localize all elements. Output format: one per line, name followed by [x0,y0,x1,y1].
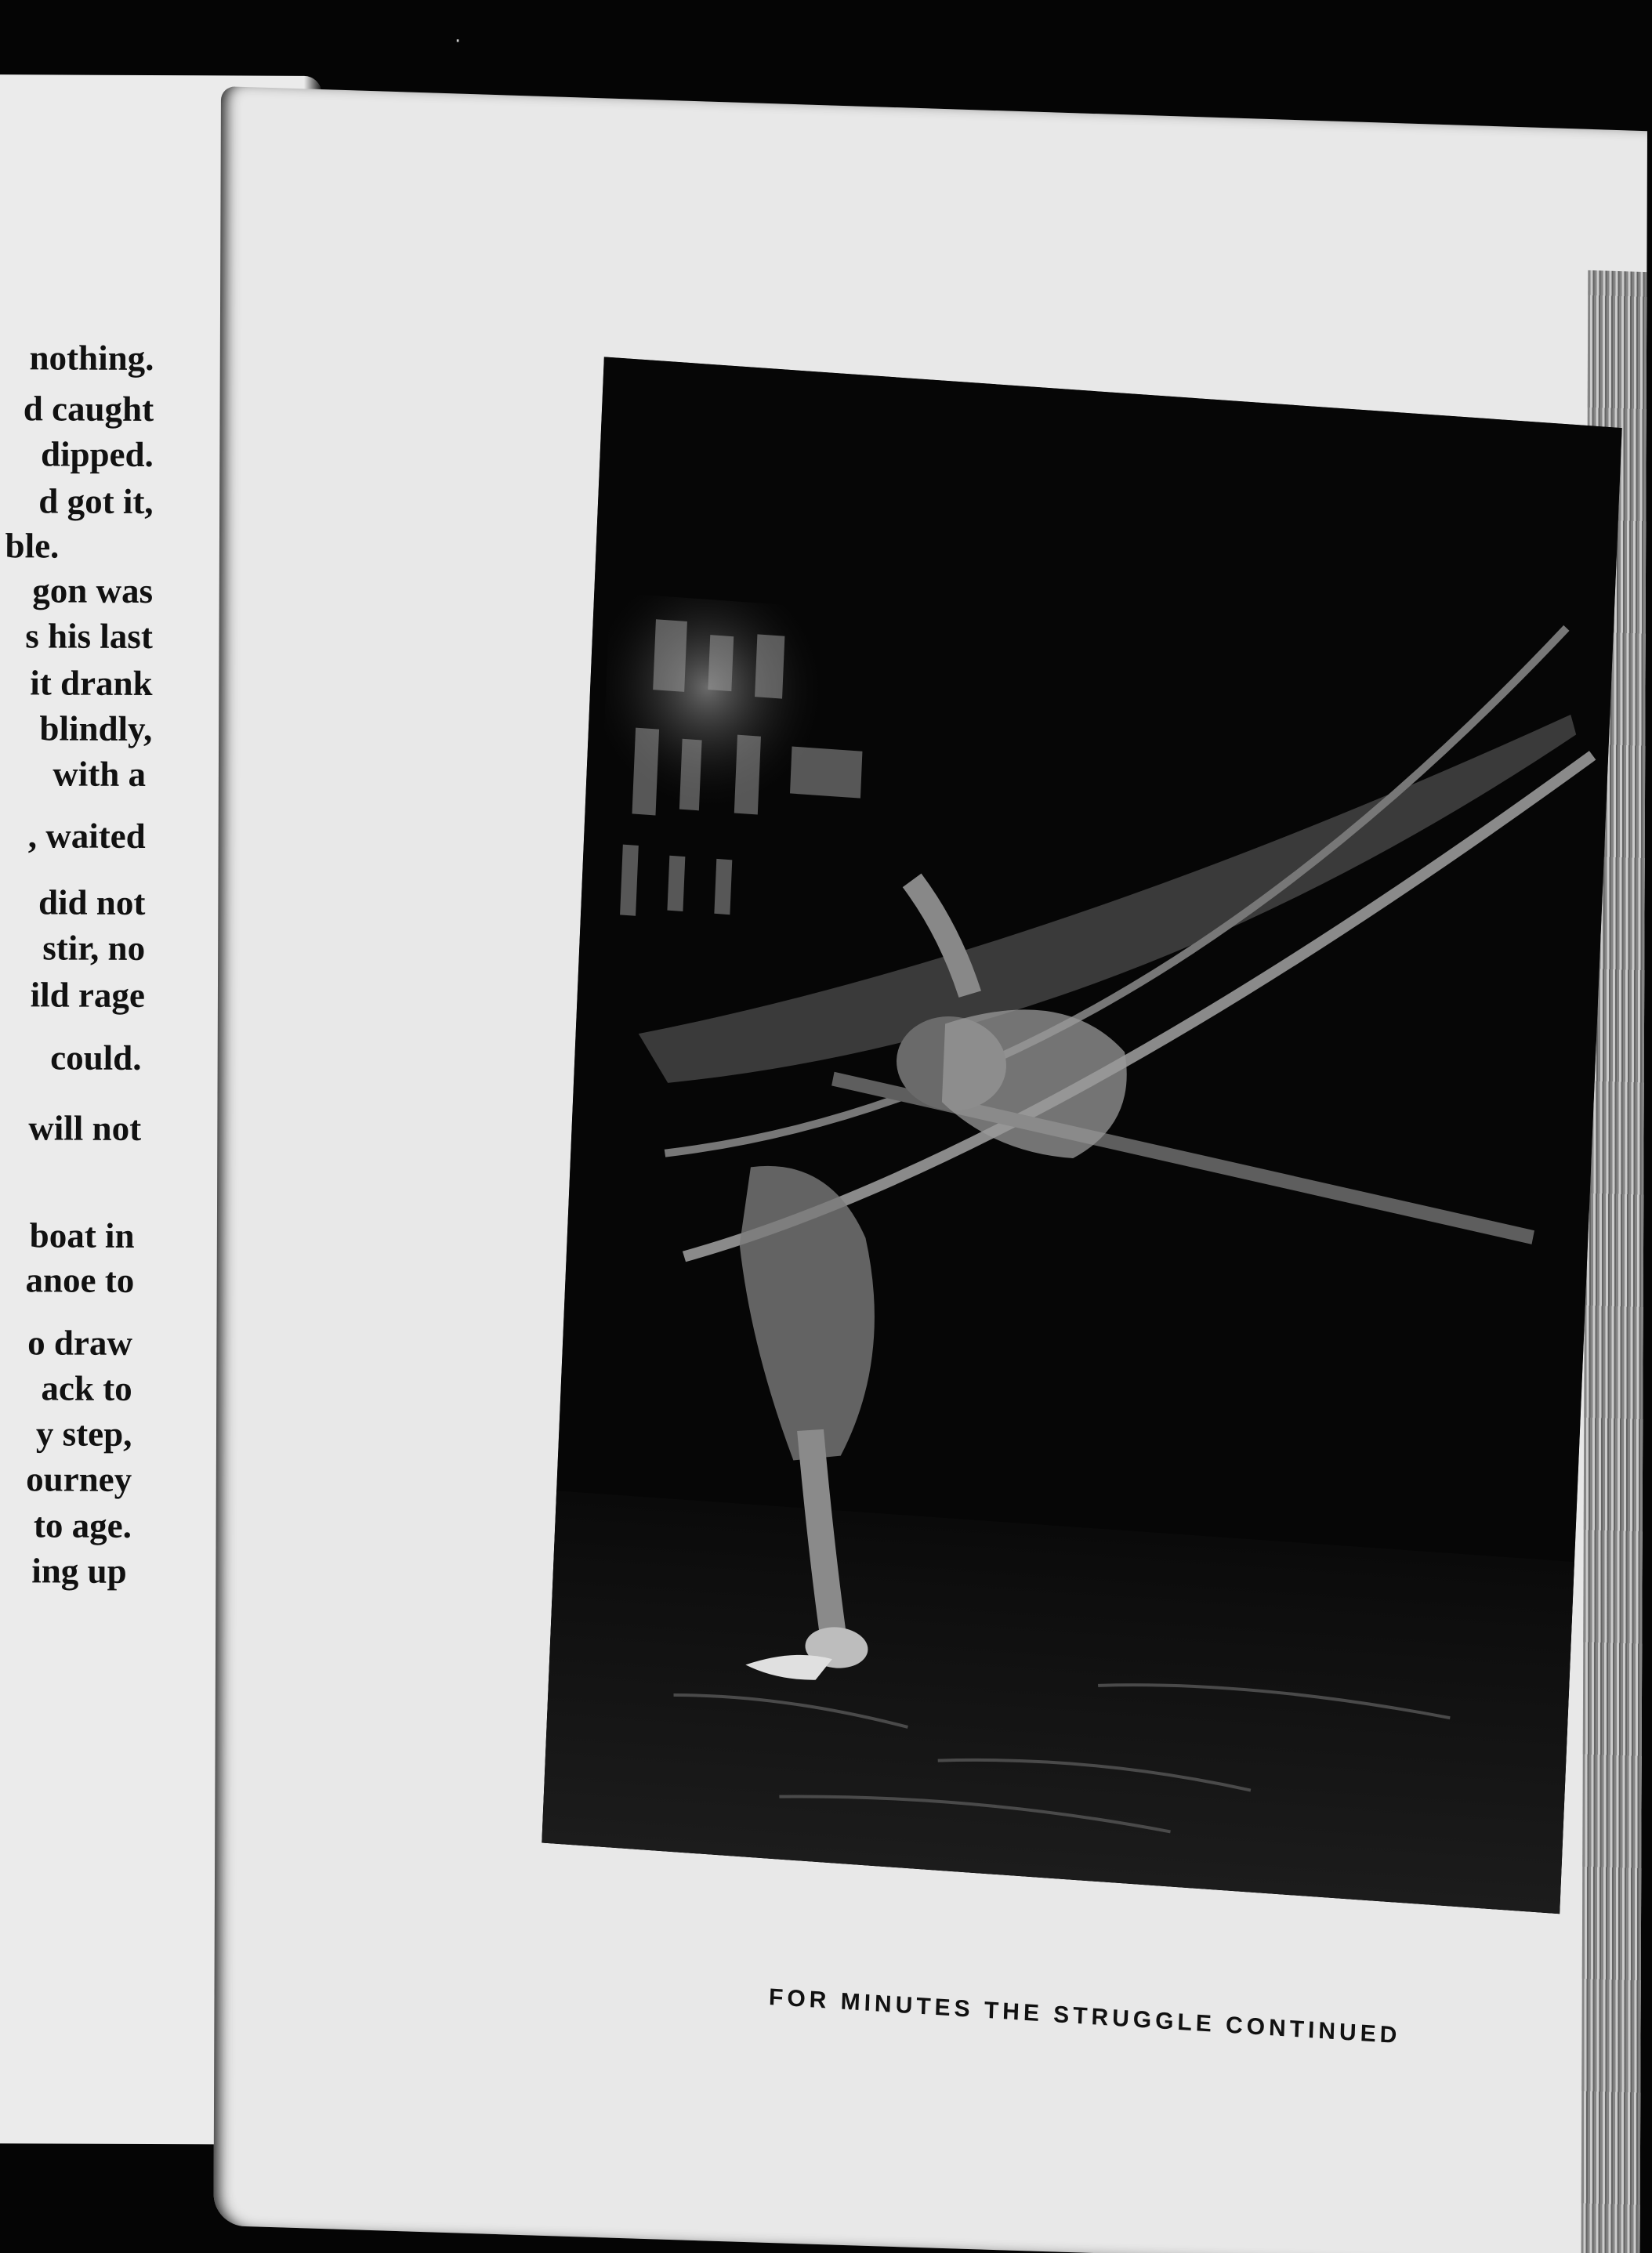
text-line: could. [50,1038,142,1078]
text-line: y step, [35,1414,132,1454]
text-line: ild rage [30,975,145,1015]
text-line: nothing. [29,338,154,379]
text-line: o draw [27,1323,133,1363]
text-line: ble. [5,526,60,566]
scan-speck: · [455,30,462,53]
illustration-caption: FOR MINUTES THE STRUGGLE CONTINUED [768,1983,1401,2049]
text-line: will not [28,1108,142,1148]
struggle-illustration [542,357,1621,1914]
text-line: , waited [27,816,146,856]
text-line: dipped. [40,434,154,475]
text-line: to age. [33,1505,132,1545]
text-line: d caught [23,389,154,429]
right-page [213,86,1647,2253]
text-line: boat in [29,1215,135,1255]
text-line: stir, no [42,928,146,968]
text-line: blindly, [39,708,153,749]
text-line: it drank [30,663,153,704]
text-line: s his last [25,616,153,657]
illustration-plate [542,357,1621,1914]
water [542,1491,1574,1914]
text-line: ing up [31,1551,127,1591]
left-page-text-column [0,74,155,1591]
text-line: ack to [41,1368,132,1408]
text-line: gon was [32,570,154,611]
text-line: did not [38,882,146,922]
text-line: anoe to [25,1260,135,1300]
text-line: ourney [26,1459,132,1499]
text-line: with a [53,754,147,794]
text-line: d got it, [38,481,154,522]
